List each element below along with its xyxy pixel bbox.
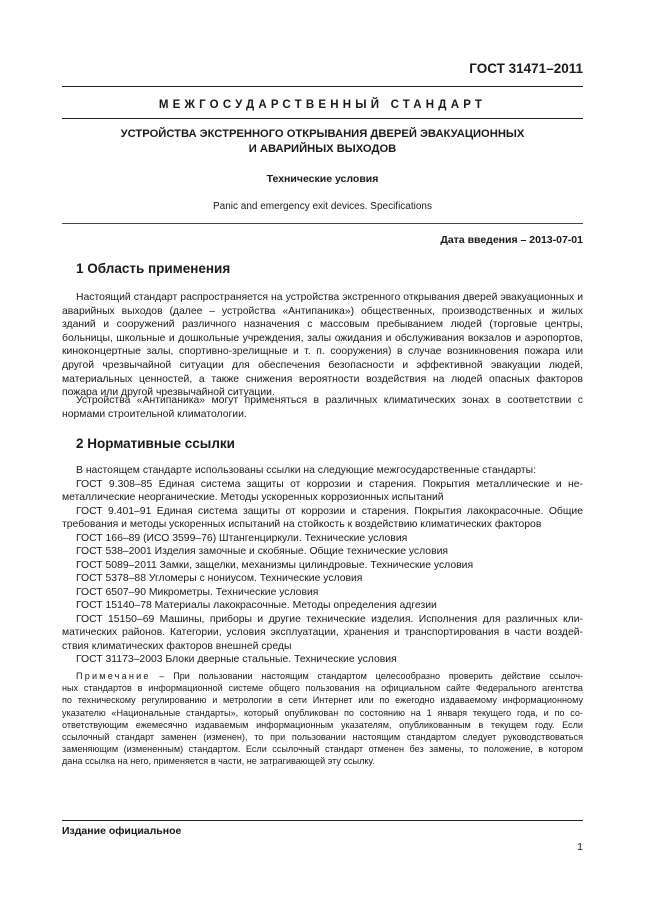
- reference-line: В настоящем стандарте использованы ссылки на следующие межгосударственные стандарты:: [76, 465, 537, 476]
- title-line: И АВАРИЙНЫХ ВЫХОДОВ: [248, 143, 397, 155]
- reference-line: ствия климатических факторов внешней среды: [62, 640, 292, 652]
- reference-line: ГОСТ 15150–69 Машины, приборы и другие технические изделия. Исполнения для различных кли-: [76, 613, 583, 625]
- reference-line: ГОСТ 166–89 (ИСО 3599–76) Штангенциркули. Технические условия: [76, 532, 408, 544]
- document-code: ГОСТ 31471–2011: [469, 61, 583, 76]
- edition-label: Издание официальное: [62, 825, 182, 837]
- footer-rule: [62, 820, 583, 821]
- reference-line: ГОСТ 6507–90 Микрометры. Технические условия: [76, 586, 319, 598]
- english-title-rule: [62, 223, 583, 224]
- note-line: указателю «Национальные стандарты», который опубликован по состоянию на 1 января текущего года, и по со-: [62, 707, 583, 718]
- normative-references-list: [62, 464, 583, 667]
- reference-line: матических районов. Категории, условия эксплуатации, хранения и транспортирования в части воздей-: [62, 627, 583, 638]
- note-label: Примечание: [76, 671, 151, 681]
- reference-line: ГОСТ 538–2001 Изделия замочные и скобяные. Общие технические условия: [76, 546, 449, 557]
- document-subtitle: Технические условия: [266, 173, 379, 185]
- title-line: УСТРОЙСТВА ЭКСТРЕННОГО ОТКРЫВАНИЯ ДВЕРЕЙ ЭВАКУАЦИОННЫХ: [120, 128, 525, 140]
- standard-type: МЕЖГОСУДАРСТВЕННЫЙ СТАНДАРТ: [158, 99, 487, 111]
- references-note: [62, 670, 583, 768]
- note-line: ных стандартов в информационной системе общего пользования на официальном сайте Федерального агентства: [62, 683, 583, 694]
- note-line: заменяющим (измененным) стандартом. Если ссылочный стандарт отменен без замены, то положение, в котором: [62, 744, 583, 755]
- page-number: 1: [577, 841, 583, 853]
- note-line: по техническому регулированию и метрологии в сети Интернет или по ежегодно издаваемому информационному: [62, 695, 583, 706]
- note-text: – При пользовании настоящим стандартом целесообразно проверить действие ссылоч-: [150, 671, 583, 681]
- note-line: ответствующим ежемесячно издаваемым информационным указателям, опубликованным в текущем году. Если: [62, 719, 583, 730]
- note-line: дана ссылка на него, применяется в части, не затрагивающей эту ссылку.: [62, 756, 375, 767]
- section-1-paragraph: Настоящий стандарт распространяется на устройства экстренного открывания дверей эвакуационных и аварийных выходов (далее – устройства «Антипаника») общественных, производственных и жилых зданий и сооружений различного назначения с массовым пребыванием людей (торговые центры, больницы, школьные и дошкольные учреждения, залы ожидания и обслуживания вокзалов и аэропортов, киноконцертные залы, спортивно-зрелищные и т. п. сооружения) в случае возникновения пожара или другой чрезвычайной ситуации для обеспечения безопасности и эффективной эвакуации людей, материальных ценностей, а также снижения вероятности воздействия на людей опасных факторов пожара или другой чрезвычайной ситуации.: [62, 292, 583, 399]
- reference-line: ГОСТ 31173–2003 Блоки дверные стальные. Технические условия: [76, 654, 397, 665]
- document-title: [62, 127, 583, 157]
- section-2-heading: 2 Нормативные ссылки: [76, 436, 235, 451]
- section-1-heading: 1 Область применения: [76, 261, 231, 276]
- reference-line: ГОСТ 5089–2011 Замки, защелки, механизмы цилиндровые. Технические условия: [76, 559, 474, 571]
- header-rule: [62, 86, 583, 87]
- reference-line: металлические неорганические. Методы ускоренных коррозионных испытаний: [62, 492, 444, 503]
- title-rule: [62, 118, 583, 119]
- reference-line: ГОСТ 9.401–91 Единая система защиты от коррозии и старения. Покрытия лакокрасочные. Общие: [76, 505, 583, 517]
- introduction-date: Дата введения – 2013-07-01: [440, 234, 583, 246]
- reference-line: ГОСТ 15140–78 Материалы лакокрасочные. Методы определения адгезии: [76, 600, 437, 611]
- note-line: ссылочный стандарт заменен (изменен), то при пользовании настоящим стандартом следует руководствоваться: [62, 732, 583, 743]
- section-1-paragraph: Устройства «Антипаника» могут применяться в различных климатических зонах в соответствии с нормами строительной климатологии.: [62, 395, 583, 420]
- note-line: [62, 670, 583, 682]
- reference-line: требования и методы ускоренных испытаний на стойкость к воздействию климатических факторов: [62, 519, 542, 530]
- reference-line: ГОСТ 5378–88 Угломеры с нониусом. Технические условия: [76, 573, 363, 584]
- reference-line: ГОСТ 9.308–85 Единая система защиты от коррозии и старения. Покрытия металлические и не-: [76, 478, 583, 490]
- english-title: Panic and emergency exit devices. Specifications: [212, 201, 432, 212]
